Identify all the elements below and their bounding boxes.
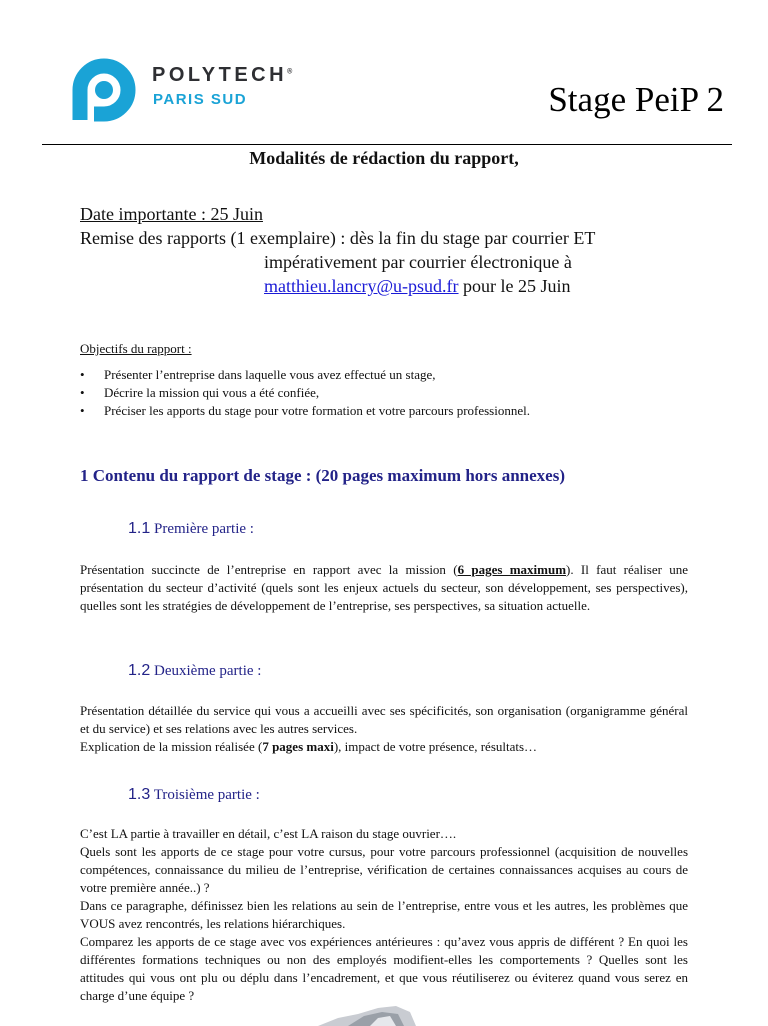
remise-line-2: impérativement par courrier électronique à <box>264 252 572 272</box>
important-date: Date importante : 25 Juin <box>80 204 263 224</box>
polytech-logo-mark-icon <box>64 50 140 128</box>
polytech-logo <box>64 50 314 130</box>
important-dates <box>80 202 595 298</box>
email-suffix: pour le 25 Juin <box>458 276 571 296</box>
email-link[interactable]: matthieu.lancry@u-psud.fr <box>264 276 459 296</box>
part-2-text: Présentation détaillée du service qui vous a accueilli avec ses spécificités, son organisation (organigramme général et du service) et ses relations avec les autres services. Explication de la mission réalisée (7 pages maxi), impact de votre présence, résultats… <box>80 703 688 754</box>
part-2-heading: 1.2 Deuxième partie : <box>128 662 262 679</box>
list-item: • Décrire la mission qui vous a été confiée, <box>80 385 320 400</box>
objectives-label: Objectifs du rapport : <box>80 341 192 356</box>
section-1-heading: 1 Contenu du rapport de stage : (20 pages maximum hors annexes) <box>80 466 565 485</box>
bullet-icon: • <box>80 403 85 418</box>
bullet-icon: • <box>80 385 85 400</box>
stage-title: Stage PeiP 2 <box>548 80 724 119</box>
header-divider <box>42 144 732 145</box>
objectives <box>80 340 530 420</box>
remise-line-1: Remise des rapports (1 exemplaire) : dès la fin du stage par courrier ET <box>80 228 596 248</box>
list-item: • Présenter l’entreprise dans laquelle vous avez effectué un stage, <box>80 367 436 382</box>
list-item: • Préciser les apports du stage pour votre formation et votre parcours professionnel. <box>80 403 530 418</box>
part-1-text: Présentation succincte de l’entreprise en rapport avec la mission (6 pages maximum). Il faut réaliser une présentation du secteur d’activité (quels sont les enjeux actuels du secteur, son développement, ses perspectives), quelles sont les stratégies de développement de l’entreprise, ses perspectives, sa situation actuelle. <box>80 562 688 613</box>
objectives-list <box>80 366 530 420</box>
cropped-photo <box>318 1004 428 1026</box>
part-1-heading: 1.1 Première partie : <box>128 520 254 537</box>
bullet-icon: • <box>80 367 85 382</box>
remise-line-3 <box>80 274 595 298</box>
logo-subtitle: PARIS SUD <box>153 91 248 108</box>
logo-name: POLYTECH® <box>152 64 293 86</box>
part-3-text: C’est LA partie à travailler en détail, c’est LA raison du stage ouvrier…. Quels sont les apports de ce stage pour votre cursus, pour votre parcours professionnel (acquisition de nouvelles compétences, connaissance du milieu de l’entreprise, vérification de certaines connaissances acquises au cours de votre première année..) ? Dans ce paragraphe, définissez bien les relations au sein de l’entreprise, entre vous et les autres, les problèmes que VOUS avez rencontrés, les relations hiérarchiques. Comparez les apports de ce stage avec vos expériences antérieures : qu’avez vous appris de différent ? En quoi les différentes formations techniques ou non des employés modifient-elles les comportements ? Quelles sont les attitudes qui vous ont plu ou déplu dans l’encadrement, et que vous réutiliserez ou éviterez quand vous serez en charge d’une équipe ? <box>80 826 688 1003</box>
document-title: Modalités de rédaction du rapport, <box>249 148 519 168</box>
part-3-heading: 1.3 Troisième partie : <box>128 786 260 803</box>
